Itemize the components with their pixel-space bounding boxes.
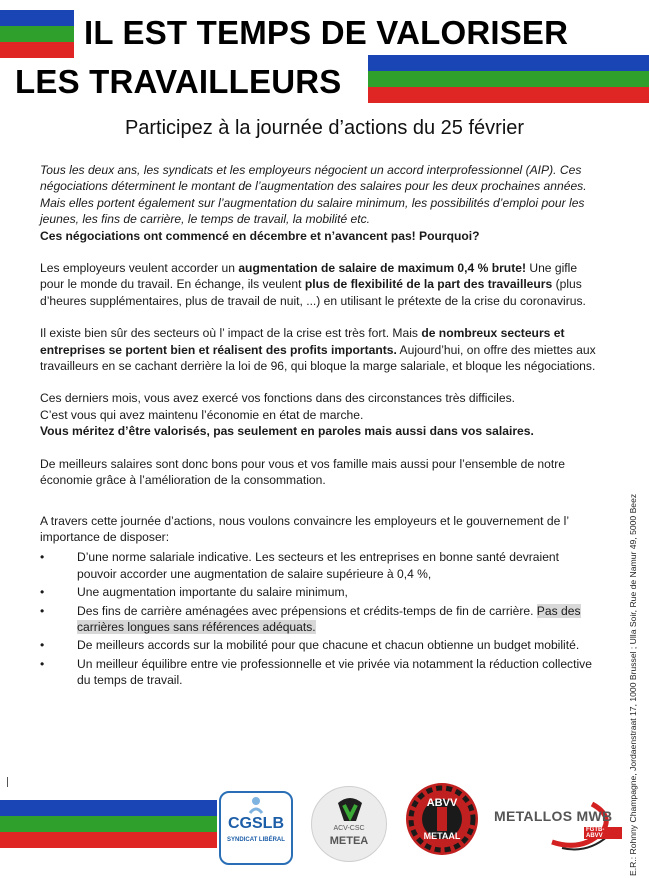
list-item-text: Un meilleur équilibre entre vie professionnelle et vie privée via notamment la réduction collective du temps de travail.: [77, 656, 592, 688]
flag-stripes-top-left: [0, 10, 74, 58]
p1-text-a: Les employeurs veulent accorder un: [40, 261, 239, 276]
bullet-symbol: •: [40, 550, 45, 565]
p3-line-1: Ces derniers mois, vous avez exercé vos fonctions dans des circonstances très difficiles.: [40, 391, 516, 406]
cgslb-logo-name: CGSLB: [228, 815, 284, 832]
demands-list: [40, 549, 600, 688]
article-body: [40, 162, 600, 691]
p1-bold-b: augmentation de salaire de maximum 0,4 % brute!: [238, 261, 526, 276]
abvv-logo-line1: ABVV: [426, 797, 458, 809]
abvv-gear-icon: [404, 781, 480, 857]
p2-text-a: Il existe bien sûr des secteurs où l’ impact de la crise est très fort. Mais: [40, 326, 422, 341]
cgslb-logo-sub: SYNDICAT LIBÉRAL: [227, 837, 285, 843]
text-cursor-mark: [7, 777, 8, 787]
list-item-text: De meilleurs accords sur la mobilité pour que chacune et chacun obtienne un budget mobilité.: [77, 638, 580, 653]
abvv-logo-line2: METAAL: [423, 831, 461, 841]
headline-line-2: LES TRAVAILLEURS: [15, 63, 342, 100]
list-item: [40, 584, 600, 600]
metallos-mwb-logo: [492, 796, 622, 856]
list-item: [40, 637, 600, 653]
bullet-symbol: •: [40, 656, 45, 671]
list-item: [40, 656, 600, 689]
list-item: [40, 549, 600, 582]
acv-csc-metea-logo: [311, 786, 387, 862]
p3-line-2: C’est vous qui avez maintenu l’économie en état de marche.: [40, 407, 364, 422]
paragraph-action-day: A travers cette journée d’actions, nous voulons convaincre les employeurs et le gouvernement de l’ importance de disposer:: [40, 513, 569, 544]
bullet-symbol: •: [40, 585, 45, 600]
abvv-metaal-logo: [404, 781, 480, 857]
p1-text-e: (plus d’heures supplémentaires, plus de travail de nuit, ...) en utilisant le prétexte de la crise du coronavirus.: [40, 277, 586, 308]
intro-paragraph: Tous les deux ans, les syndicats et les employeurs négocient un accord interprofessionnel (AIP). Ces négociations déterminent le montant de l’augmentation des salaires pour les deux prochaines années. Mais elles portent également sur l’augmentation du salaire minimum, les possibilités d’emploi pour les jeunes, les fins de carrière, le temps de travail, la mobilité etc.: [40, 163, 587, 227]
paragraph-better-wages: De meilleurs salaires sont donc bons pour vous et vos famille mais aussi pour l’ensemble de notre économie grâce à l’amélioration de la consommation.: [40, 456, 565, 488]
bullet-symbol: •: [40, 603, 45, 618]
cgslb-logo: [219, 791, 293, 865]
paragraph-employers: [40, 260, 600, 309]
p1-text-c: Une gifle pour le monde du travail. En échange, ils veulent: [40, 261, 578, 292]
list-item-text: Une augmentation importante du salaire minimum,: [77, 585, 348, 600]
acv-logo-line2: METEA: [329, 835, 369, 847]
metallos-logo-sub: FGTB-ABVV: [584, 827, 622, 839]
paragraph-recent-months: [40, 390, 600, 439]
flag-stripes-bottom-left: [0, 800, 217, 848]
metallos-logo-name: METALLOS MWB: [494, 808, 613, 824]
responsible-editor-note: E.R.: Rohnny Champagne, Jordaenstraat 17, 1000 Brussel ; Ulla Soir, Rue de Namur 49, 5000 Beez: [628, 493, 638, 876]
bullet-symbol: •: [40, 638, 45, 653]
highlighted-text: Pas des carrières longues sans références adéquats.: [77, 603, 581, 634]
headline-line-1: IL EST TEMPS DE VALORISER: [84, 14, 569, 51]
p2-text-c: Aujourd’hui, on offre des miettes aux travailleurs en se cachant derrière la loi de 96, qui bloque la marge salariale, et bloque les négociations.: [40, 342, 596, 374]
acv-logo-line1: ACV-CSC: [333, 825, 365, 832]
paragraph-sectors: [40, 325, 600, 374]
p2-bold-b: de nombreux secteurs et entreprises se portent bien et réalisent des profits importants.: [40, 326, 565, 357]
list-item-text: Des fins de carrière aménagées avec prépensions et crédits-temps de fin de carrière.: [77, 603, 537, 618]
flag-stripes-top-right: [368, 55, 649, 103]
p1-bold-d: plus de flexibilité de la part des travailleurs: [304, 277, 553, 292]
list-item: [40, 603, 600, 636]
question-line: Ces négociations ont commencé en décembre et n’avancent pas! Pourquoi?: [40, 228, 480, 243]
acv-emblem-icon: [312, 793, 388, 829]
subtitle: Participez à la journée d’actions du 25 février: [124, 117, 525, 139]
p3-line-3: Vous méritez d’être valorisés, pas seulement en paroles mais aussi dans vos salaires.: [40, 424, 534, 439]
metallos-swoosh-icon: [492, 796, 622, 856]
list-item-text: D’une norme salariale indicative. Les secteurs et les entreprises en bonne santé devraient pouvoir accorder une augmentation de salaire supérieure à 0,4 %,: [77, 550, 560, 581]
